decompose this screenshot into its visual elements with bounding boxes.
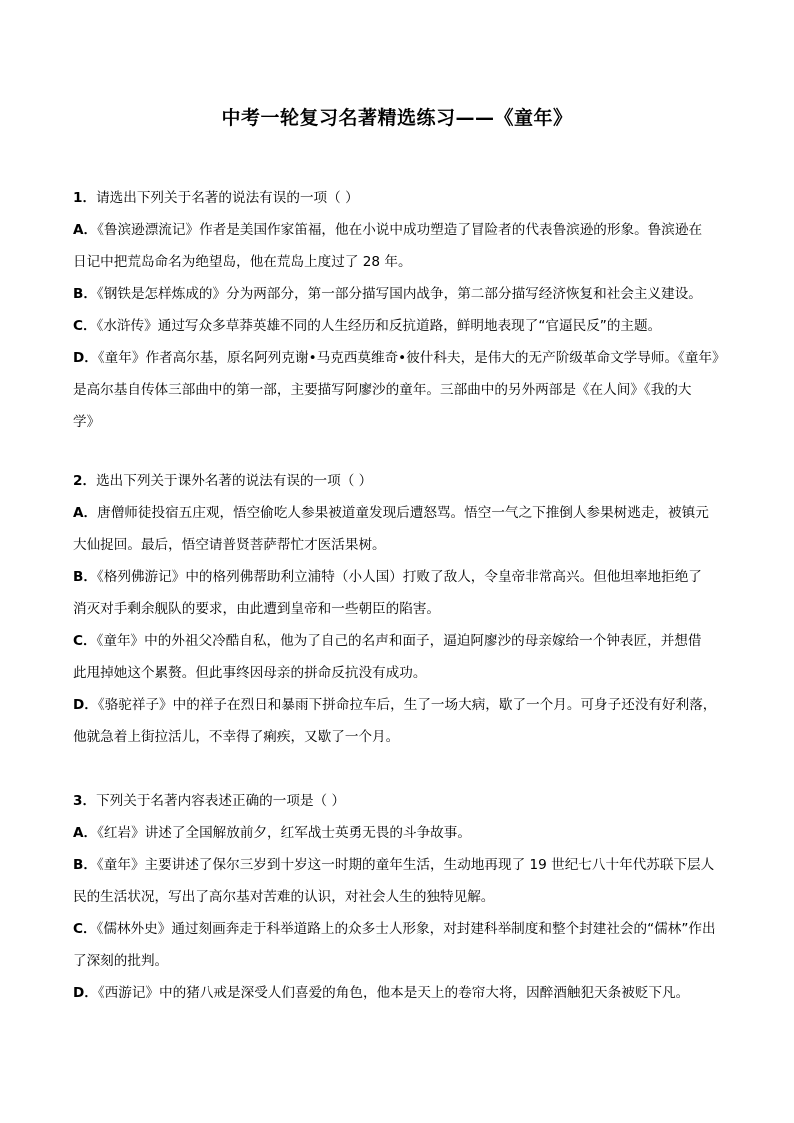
option-text: 《鲁滨逊漂流记》作者是美国作家笛福，他在小说中成功塑造了冒险者的代表鲁滨逊的形象。鲁滨逊在 — [97, 222, 703, 238]
option-label: C． — [73, 633, 97, 649]
question-number: 3． — [73, 793, 97, 809]
option-b — [73, 561, 733, 625]
option-text: 《格列佛游记》中的格列佛帮助利立浦特（小人国）打败了敌人，令皇帝非常高兴。但他坦率地拒绝了 — [96, 569, 702, 585]
question-stem — [73, 785, 733, 817]
option-text-continued: 学》 — [73, 414, 101, 430]
option-label: B． — [73, 569, 97, 585]
page-title: 中考一轮复习名著精选练习——《童年》 — [221, 107, 573, 129]
option-a — [73, 214, 733, 278]
option-text-continued: 是高尔基自传体三部曲中的第一部，主要描写阿廖沙的童年。三部曲中的另外两部是《在人间》《我的大 — [73, 382, 692, 398]
question-text: 请选出下列关于名著的说法有误的一项（ ） — [96, 190, 359, 206]
option-label: C． — [73, 921, 97, 937]
option-text: 《西游记》中的猪八戒是深受人们喜爱的角色，他本是天上的卷帘大将，因醉酒触犯天条被贬下凡。 — [97, 985, 690, 1001]
option-label: B． — [73, 857, 97, 873]
option-label: D． — [73, 350, 98, 366]
option-label: A． — [73, 505, 98, 521]
option-label: B． — [73, 286, 97, 302]
option-text: 《红岩》讲述了全国解放前夕，红军战士英勇无畏的斗争故事。 — [97, 825, 471, 841]
option-d — [73, 342, 733, 438]
option-text: 《水浒传》通过写众多草莽英雄不同的人生经历和反抗道路，鲜明地表现了“官逼民反”的主题。 — [96, 318, 662, 334]
option-c — [73, 310, 733, 342]
question-number: 2． — [73, 473, 97, 489]
option-a — [73, 497, 733, 561]
question-number: 1． — [73, 190, 97, 206]
option-text: 《童年》主要讲述了保尔三岁到十岁这一时期的童年生活，生动地再现了 19 世纪七八十年代苏联下层人 — [96, 857, 715, 873]
question-text: 选出下列关于课外名著的说法有误的一项（ ） — [96, 473, 373, 489]
option-c — [73, 625, 733, 689]
option-b — [73, 849, 733, 913]
option-text-continued: 了深刻的批判。 — [73, 953, 169, 969]
question-text: 下列关于名著内容表述正确的一项是（ ） — [96, 793, 346, 809]
question-1 — [73, 182, 733, 438]
question-stem — [73, 182, 733, 214]
question-2 — [73, 465, 733, 753]
option-text-continued: 他就急着上街拉活儿，不幸得了痢疾，又歇了一个月。 — [73, 729, 400, 745]
option-label: D． — [73, 697, 98, 713]
option-text-continued: 消灭对手剩余舰队的要求，由此遭到皇帝和一些朝臣的陷害。 — [73, 601, 441, 617]
option-text-continued: 此甩掉她这个累赘。但此事终因母亲的拼命反抗没有成功。 — [73, 665, 427, 681]
option-text-continued: 日记中把荒岛命名为绝望岛，他在荒岛上度过了 28 年。 — [73, 254, 412, 270]
option-text: 《儒林外史》通过刻画奔走于科举道路上的众多士人形象，对封建科举制度和整个封建社会的“儒林”作出 — [96, 921, 716, 937]
option-a — [73, 817, 733, 849]
option-text: 《童年》作者高尔基，原名阿列克谢•马克西莫维奇•彼什科夫，是伟大的无产阶级革命文学导师。《童年》 — [97, 350, 726, 366]
option-label: C． — [73, 318, 97, 334]
option-d — [73, 689, 733, 753]
option-label: D． — [73, 985, 98, 1001]
question-stem — [73, 465, 733, 497]
option-d — [73, 977, 733, 1009]
option-text: 《钢铁是怎样炼成的》分为两部分，第一部分描写国内战争，第二部分描写经济恢复和社会主义建设。 — [96, 286, 702, 302]
option-label: A． — [73, 825, 98, 841]
option-text: 《童年》中的外祖父冷酷自私，他为了自己的名声和面子，逼迫阿廖沙的母亲嫁给一个钟表匠，并想借 — [96, 633, 702, 649]
option-text-continued: 大仙捉回。最后，悟空请普贤菩萨帮忙才医活果树。 — [73, 537, 386, 553]
option-label: A． — [73, 222, 98, 238]
option-text-continued: 民的生活状况，写出了高尔基对苦难的认识，对社会人生的独特见解。 — [73, 889, 495, 905]
option-text: 《骆驼祥子》中的祥子在烈日和暴雨下拼命拉车后，生了一场大病，歇了一个月。可身子还没有好利落， — [97, 697, 717, 713]
question-3 — [73, 785, 733, 1009]
option-c — [73, 913, 733, 977]
option-text: 唐僧师徒投宿五庄观，悟空偷吃人参果被道童发现后遭怒骂。悟空一气之下推倒人参果树逃走，被镇元 — [97, 505, 709, 521]
option-b — [73, 278, 733, 310]
